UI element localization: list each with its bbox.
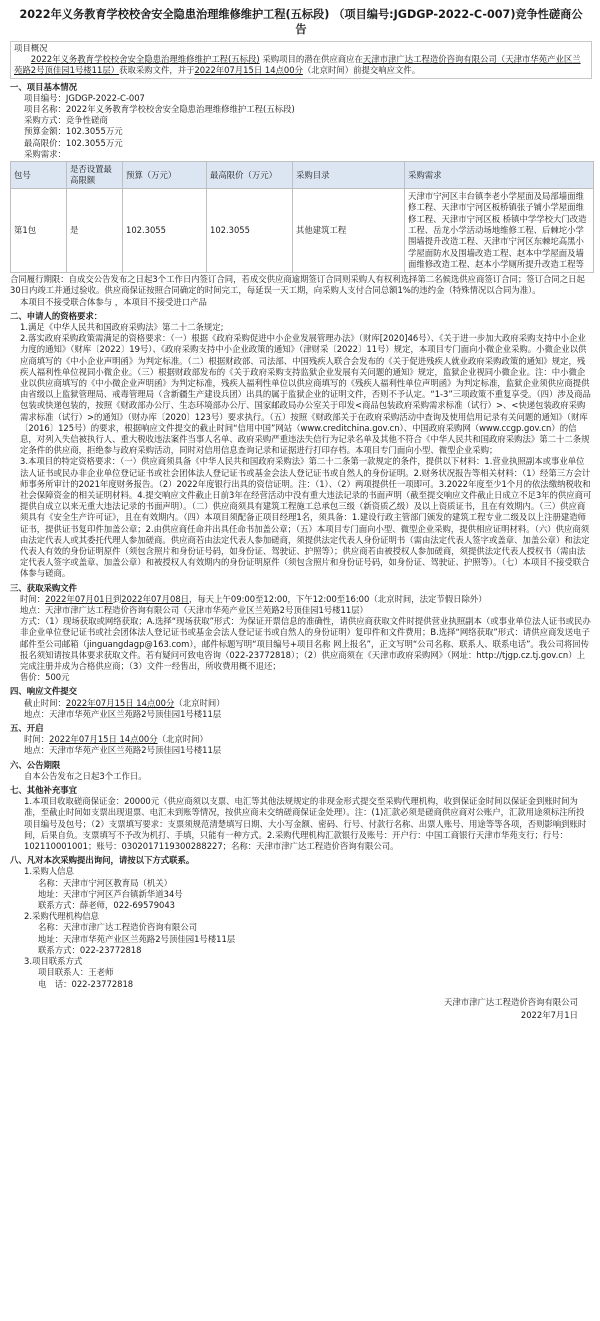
table-header-cell: 采购目录 xyxy=(293,162,405,189)
opening-time xyxy=(24,734,592,745)
table-header-cell: 是否设置最高限额 xyxy=(67,162,123,189)
buyer-contact: 联系方式：薛老师，022-69579043 xyxy=(38,900,176,911)
consortium-text: 本项目不接受联合体参与 ，本项目不接受进口产品 xyxy=(20,296,207,307)
signature-date: 2022年7月1日 xyxy=(520,1009,578,1020)
announcement-period: 自本公告发布之日起3个工作日。 xyxy=(24,770,147,781)
section-2-body xyxy=(10,322,592,580)
overview-text-b: 采购项目的潜在供应商应在 xyxy=(259,54,363,65)
agent-name: 名称：天津市津广达工程造价咨询有限公司 xyxy=(38,922,198,933)
table-header-row xyxy=(11,162,594,189)
section-5-body xyxy=(10,734,592,756)
table-cell: 102.3055 xyxy=(207,189,293,273)
overview-text-f: （北京时间）前提交响应文件。 xyxy=(302,65,421,76)
section-6-heading: 六、公告期限 xyxy=(10,759,61,770)
submission-deadline-value: 2022年07月15日 14点00分 xyxy=(65,697,175,708)
project-contact-person: 项目联系人：王老师 xyxy=(38,967,114,978)
table-header-cell: 采购需求 xyxy=(405,162,594,189)
procurement-requirements-label: 采购需求： xyxy=(24,148,66,159)
signature-company: 天津市津广达工程造价咨询有限公司 xyxy=(444,996,578,1007)
overview-heading: 项目概况 xyxy=(14,43,48,53)
buyer-address: 地址：天津市宁河区芦台镇新华道34号 xyxy=(38,888,183,899)
obtain-place: 地点：天津市津广达工程造价咨询有限公司（天津市华苑产业区兰苑路2号顶佳园1号楼11层） xyxy=(20,605,368,615)
obtain-time xyxy=(20,594,592,605)
section-7-heading: 七、其他补充事宜 xyxy=(10,785,77,796)
supplementary-text: 1.本项目收取磋商保证金：20000元（供应商须以支票、电汇等其他法规规定的非现金形式提交至采购代理机构，收到保证金时间以保证金到账时间为准，至截止时间如支票出现退票、电汇未到账等情况，按供应商未交纳磋商保证金处理）。注：(1)汇款必须是磋商供应商对公账户，汇款用途须标注所投项目编号及包号；（2）支票填写要求：支票须规范清楚填写日期、大小写金额、密码、行号、付款行名称、出票人账号、用途等等各项，否则影响到账时间，后果自负。支票填写不予改为机打、手填，只能有一种方式。2.采购代理机构汇款银行及账号：开户行：中国工商银行天津市华苑支行；行号：102110001001；账号：0302017119300288227；名称：天津市津广达工程造价咨询有限公司。 xyxy=(24,796,587,852)
requirements-table xyxy=(10,161,594,273)
overview-deadline: 2022年07月15日 14点00分 xyxy=(194,65,303,76)
agent-address: 地址：天津市华苑产业区兰苑路2号顶佳园1号楼11层 xyxy=(38,933,236,944)
qualification-2: 2.落实政府采购政策需满足的资格要求：（一）根据《政府采购促进中小企业发展管理办法》（财库[2020]46号）、《关于进一步加大政府采购支持中小企业力度的通知》（财库〔2022〕19号）、《政府采购支持中小企业政策的通知》（津财采〔2022〕11号）规定，本项目专门面向小微企业采购。小微企业以供应商填写的《中小企业声明函》为判定标准。（二）根据财政部、司法部、中国残疾人联合会发布的《关于促进残疾人就业政府采购政策的通知》规定，残疾人福利性单位视同小微企业。（三）根据财政部发布的《关于政府采购支持监狱企业发展有关问题的通知》规定，监狱企业视同小微企业。注：中小微企业以供应商填写的《中小微企业声明函》为判定标准，残疾人福利性单位以供应商填写的《残疾人福利性单位声明函》为判定标准，监狱企业须供应商提供由省级以上监狱管理局、戒毒管理局（含新疆生产建设兵团）出具的属于监狱企业的证明文件，否则不予认定。“1-3”三项政策不重复享受。（四）涉及商品包装或快递包装的，按照《财政部办公厅、生态环境部办公厅、国家邮政局办公室关于印发<商品包装政府采购需求标准（试行）>、<快递包装政府采购需求标准（试行）>的通知》（财办库〔2020〕123号）要求执行。（五）按照《财政部关于在政府采购活动中查询及使用信用记录有关问题的通知》（财库〔2016〕125号）的要求，根据响应文件提交的截止时间“信用中国”网站（www.creditchina.gov.cn）、中国政府采购网（www.ccgp.gov.cn）的信息，对列入失信被执行人、重大税收违法案件当事人名单、政府采购严重违法失信行为记录名单及其他不符合《中华人民共和国政府采购法》第二十二条规定条件的供应商，拒绝参与政府采购活动，同时对信用信息查询记录和证据进行打印存档。本项目专门面向小型、微型企业采购； xyxy=(20,333,591,456)
submission-deadline-label: 截止时间： xyxy=(24,697,66,708)
section-1-heading: 一、项目基本情况 xyxy=(10,81,77,92)
section-8-heading: 八、凡对本次采购提出询问，请按以下方式联系。 xyxy=(10,855,195,866)
submission-place: 地点：天津市华苑产业区兰苑路2号顶佳园1号楼11层 xyxy=(24,708,222,719)
contract-period-text: 合同履行期限：自成交公告发布之日起3个工作日内签订合同，若成交供应商逾期签订合同则采购人有权利选择第二名候选供应商签订合同；签订合同之日起30日内竣工并通过验收。供应商保证按照合同确定的时间完工，每延误一天工期，向采购人支付合同总额1%的违约金（特殊情况以合同为准）。 xyxy=(10,274,585,296)
project-contact-title: 3.项目联系方式 xyxy=(24,956,83,967)
overview-text-d: 获取采购文件，并于 xyxy=(119,65,195,76)
overview-text xyxy=(14,54,588,76)
obtain-time-label: 时间： xyxy=(20,593,46,604)
opening-time-value: 2022年07月15日 14点00分 xyxy=(49,734,158,745)
section-3-body xyxy=(10,594,592,684)
section-8-body xyxy=(10,866,592,989)
section-4-heading: 四、响应文件提交 xyxy=(10,686,77,697)
section-5-heading: 五、开启 xyxy=(10,723,44,734)
obtain-end-date: 2022年07月08日 xyxy=(121,593,190,604)
agent-contact: 联系方式：022-23772818 xyxy=(38,944,142,955)
overview-agency: 天津市津广达工程造价咨询有限公司（天津市华苑产业区兰苑路2号顶佳园1号楼11层） xyxy=(14,54,581,76)
table-cell: 102.3055 xyxy=(123,189,207,273)
table-cell: 天津市宁河区丰台镇李老小学屋面及局部墙面维修工程、天津市宁河区板桥镇张子铺小学屋面维修工程、天津市宁河区板 桥镇中学学校大门改造工程、岳龙小学活动场地维修工程、后棘坨小学围墙提升改造工程、天津市宁河区东棘坨高黑小学屋面防水及围墙改造工程、赵本中学屋面及墙面维修改造工程、赵本小学厕所提升改造工程等 xyxy=(405,189,594,273)
buyer-name: 名称：天津市宁河区教育局（机关） xyxy=(38,877,172,888)
obtain-method: 方式：（1）现场获取或网络获取；A.选择“现场获取”形式：为保证开票信息的准确性，请供应商获取文件时提供营业执照副本（或事业单位法人证书或民办非企业单位登记证书或社会团体法人登记证书或基金会法人登记证书或自然人的身份证明）复印件和文件费用；B.选择“网络获取”形式：请供应商发送电子邮件至公司邮箱（jinguangdagp@163.com），邮件标题写明“项目编号+项目名称 网上报名”，正文写明“公司名称、联系人、联系电话”。我公司将回传报名须知请按具体要求获取文件。若有疑问可致电咨询（022-23772818）；（2）供应商须在《天津市政府采购网》（网址：http://tjgp.cz.tj.gov.cn）上完成注册并成为合格供应商；（3）文件一经售出，所收费用概不退还； xyxy=(20,616,591,672)
qualification-1: 1.满足《中华人民共和国政府采购法》第二十二条规定; xyxy=(20,321,224,332)
obtain-time-to: 到 xyxy=(112,593,122,604)
table-cell: 第1包 xyxy=(11,189,67,273)
overview-box xyxy=(10,41,592,79)
obtain-start-date: 2022年07月01日 xyxy=(45,593,113,604)
budget-amount: 预算金额：102.3055万元 xyxy=(24,126,123,137)
opening-place: 地点：天津市华苑产业区兰苑路2号顶佳园1号楼11层 xyxy=(24,745,222,756)
max-price: 最高限价：102.3055万元 xyxy=(24,137,123,148)
table-cell: 其他建筑工程 xyxy=(293,189,405,273)
obtain-hours: ，每天上午09:00至12:00，下午12:00至16:00（北京时间，法定节假日除外） xyxy=(189,593,487,604)
buyer-info-title: 1.采购人信息 xyxy=(24,866,74,877)
section-4-body xyxy=(10,698,592,720)
submission-deadline xyxy=(24,698,592,709)
table-header-cell: 包号 xyxy=(11,162,67,189)
table-header-cell: 最高限价（万元） xyxy=(207,162,293,189)
opening-time-label: 时间： xyxy=(24,734,50,745)
table-header-cell: 预算（万元） xyxy=(123,162,207,189)
agent-info-title: 2.采购代理机构信息 xyxy=(24,911,99,922)
table-row xyxy=(11,189,594,273)
section-3-heading: 三、获取采购文件 xyxy=(10,582,77,593)
section-2-heading: 二、申请人的资格要求： xyxy=(10,310,103,321)
procurement-method: 采购方式：竞争性磋商 xyxy=(24,115,108,126)
project-number: 项目编号：JGDGP-2022-C-007 xyxy=(24,92,145,103)
overview-project-name: 2022年义务教育学校校舍安全隐患治理维修维护工程(五标段) xyxy=(30,54,260,65)
submission-deadline-tz: （北京时间） xyxy=(174,697,225,708)
page-title: 2022年义务教育学校校舍安全隐患治理维修维护工程(五标段) （项目编号:JGDGP-2022-C-007)竞争性磋商公告 xyxy=(19,8,583,36)
obtain-price: 售价：500元 xyxy=(20,672,70,683)
project-name: 项目名称：2022年义务教育学校校舍安全隐患治理维修维护工程(五标段) xyxy=(24,104,295,115)
signature-block xyxy=(10,996,592,1022)
section-1-body xyxy=(10,93,592,160)
opening-time-tz: （北京时间） xyxy=(157,734,208,745)
table-cell: 是 xyxy=(67,189,123,273)
project-contact-phone: 电 话：022-23772818 xyxy=(38,978,134,989)
qualification-3: 3.本项目的特定资格要求：（一）供应商须具备《中华人民共和国政府采购法》第二十二条第一款规定的条件，提供以下材料：1.营业执照副本或事业单位法人证书或民办非企业单位登记证书或社会团体法人登记证书或基金会法人登记证书或自然人的身份证明。2.财务状况报告等相关材料：（1）经第三方会计师事务所审计的2021年度财务报告。（2）2022年度银行出具的资信证明。注：（1）、（2）两项提供任一项即可。3.2022年度至少1个月的依法缴纳税收和社会保障资金的相关证明材料。4.提交响应文件截止日前3年在经营活动中没有重大违法记录的书面声明（截至提交响应文件截止日成立不足3年的供应商可提供自成立以来无重大违法记录的书面声明）。（二）供应商须具有建筑工程施工总承包三级（新资质乙级）及以上资质证书，且在有效期内。（三）供应商须具有《安全生产许可证》，且在有效期内。（四）本项目须配备正项目经理1名，须具备：1.建设行政主管部门颁发的建筑工程专业二级及以上注册建造师证书，提供证书复印件加盖公章；2.由供应商任命并出具任命书加盖公章；（五）本项目专门面向小型、微型企业采购，提供相应证明材料。（六）供应商须由法定代表人或其委托代理人参加磋商。供应商若由法定代表人参加磋商，须提供法定代表人身份证明书（需由法定代表人签字或盖章、加盖公章）和法定代表人有效的身份证明原件（须包含照片和身份证号码，如身份证、驾驶证、护照等）；供应商若由被授权人参加磋商，须提供法定代表人授权书（需由法定代表人签字或盖章、加盖公章）和被授权人有效期内的身份证明原件（须包含照片和身份证号码，如身份证、驾驶证、护照等）。（七）本项目不接受联合体参与磋商。 xyxy=(20,456,592,579)
